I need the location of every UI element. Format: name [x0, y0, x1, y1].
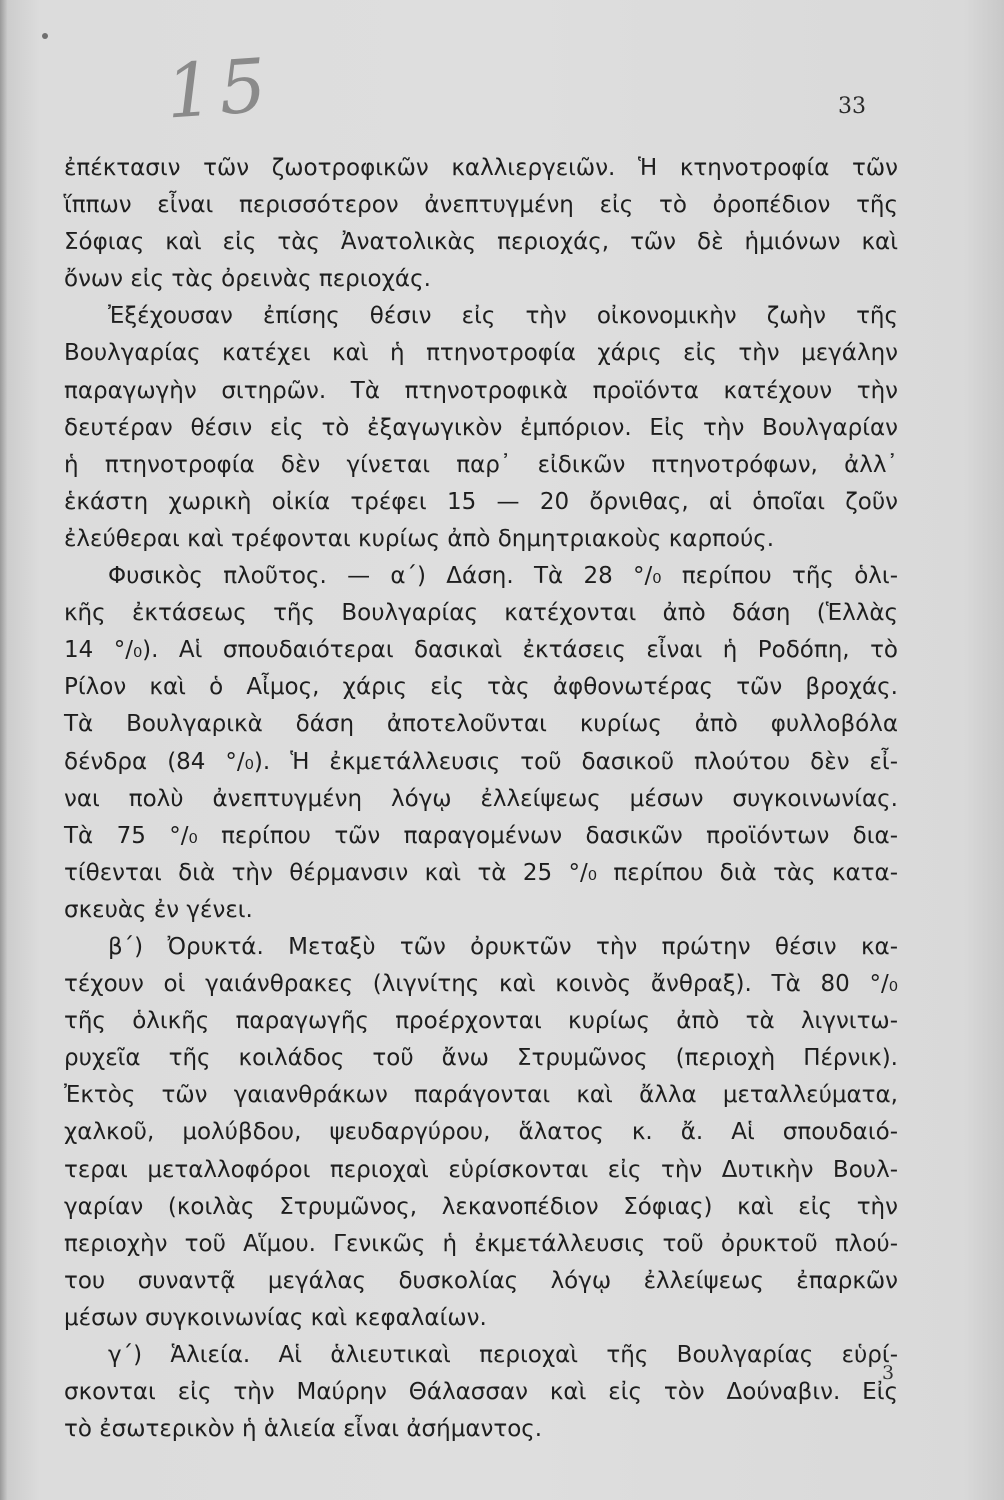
text-line: χαλκοῦ, μολύβδου, ψευδαργύρου, ἅλατος κ. ἄ. Αἱ σπουδαιό-	[64, 1119, 898, 1146]
text-line: σκονται εἰς τὴν Μαύρην Θάλασσαν καὶ εἰς τὸν Δούναβιν. Εἰς	[64, 1379, 898, 1406]
section-heading-fishing: γ΄) Ἁλιεία. Αἱ ἁλιευτικαὶ περιοχαὶ τῆς Βουλγαρίας εὑρί-	[108, 1342, 898, 1368]
text-line: Βουλγαρίας κατέχει καὶ ἡ πτηνοτροφία χάρις εἰς τὴν μεγάλην	[64, 340, 898, 367]
text-line: Ἐκτὸς τῶν γαιανθράκων παράγονται καὶ ἄλλα μεταλλεύματα,	[64, 1082, 898, 1109]
text-line: Ρίλον καὶ ὁ Αἶμος, χάρις εἰς τὰς ἀφθονωτέρας τῶν βροχάς.	[64, 674, 898, 701]
text-line: δευτέραν θέσιν εἰς τὸ ἐξαγωγικὸν ἐμπόριον. Εἰς τὴν Βουλγαρίαν	[64, 414, 898, 441]
text-line: παραγωγὴν σιτηρῶν. Τὰ πτηνοτροφικὰ προϊόντα κατέχουν τὴν	[64, 377, 898, 404]
handwritten-page-number: 15	[163, 42, 276, 136]
text-line: σκευὰς ἐν γένει.	[64, 896, 253, 923]
text-line: Τὰ Βουλγαρικὰ δάση ἀποτελοῦνται κυρίως ἀπὸ φυλλοβόλα	[64, 711, 898, 738]
text-line: ἐπέκτασιν τῶν ζωοτροφικῶν καλλιεργειῶν. Ἡ κτηνοτροφία τῶν	[64, 155, 898, 181]
text-line: ἵππων εἶναι περισσότερον ἀνεπτυγμένη εἰς τὸ ὀροπέδιον τῆς	[64, 192, 898, 219]
text-line: γαρίαν (κοιλὰς Στρυμῶνος, λεκανοπέδιον Σόφιας) καὶ εἰς τὴν	[64, 1193, 898, 1220]
text-line: δένδρα (84 °/₀). Ἡ ἐκμετάλλευσις τοῦ δασικοῦ πλούτου δὲν εἶ-	[64, 748, 898, 775]
text-line: ρυχεῖα τῆς κοιλάδος τοῦ ἄνω Στρυμῶνος (περιοχὴ Πέρνικ).	[64, 1045, 898, 1072]
text-line: ἐλεύθεραι καὶ τρέφονται κυρίως ἀπὸ δημητριακοὺς καρπούς.	[64, 525, 775, 552]
text-line: τέχουν οἱ γαιάνθρακες (λιγνίτης καὶ κοινὸς ἄνθραξ). Τὰ 80 °/₀	[64, 971, 898, 998]
binding-edge	[0, 0, 8, 1500]
text-line: περιοχὴν τοῦ Αἵμου. Γενικῶς ἡ ἐκμετάλλευσις τοῦ ὀρυκτοῦ πλού-	[64, 1230, 898, 1257]
text-line: ἑκάστη χωρικὴ οἰκία τρέφει 15 — 20 ὄρνιθας, αἱ ὁποῖαι ζοῦν	[64, 488, 898, 515]
body-text	[64, 150, 898, 1448]
text-line: τῆς ὁλικῆς παραγωγῆς προέρχονται κυρίως ἀπὸ τὰ λιγνιτω-	[64, 1008, 898, 1035]
text-line: 14 °/₀). Αἱ σπουδαιότεραι δασικαὶ ἐκτάσεις εἶναι ἡ Ροδόπη, τὸ	[64, 637, 898, 664]
text-line: του συναντᾷ μεγάλας δυσκολίας λόγῳ ἐλλείψεως ἐπαρκῶν	[64, 1267, 898, 1294]
signature-mark: 3	[882, 1362, 895, 1384]
text-line: ναι πολὺ ἀνεπτυγμένη λόγῳ ἐλλείψεως μέσων συγκοινωνίας.	[64, 785, 898, 812]
text-line: μέσων συγκοινωνίας καὶ κεφαλαίων.	[64, 1304, 487, 1331]
text-line: τίθενται διὰ τὴν θέρμανσιν καὶ τὰ 25 °/₀ περίπου διὰ τὰς κατα-	[64, 859, 898, 886]
text-line: ἡ πτηνοτροφία δὲν γίνεται παρ᾽ εἰδικῶν πτηνοτρόφων, ἀλλ᾽	[64, 451, 898, 478]
text-line: Σόφιας καὶ εἰς τὰς Ἀνατολικὰς περιοχάς, τῶν δὲ ἡμιόνων καὶ	[64, 229, 898, 256]
punch-hole	[42, 33, 48, 39]
page-number: 33	[838, 94, 866, 119]
text-line: Ἐξέχουσαν ἐπίσης θέσιν εἰς τὴν οἰκονομικὴν ζωὴν τῆς	[108, 303, 898, 330]
text-line: τὸ ἐσωτερικὸν ἡ ἁλιεία εἶναι ἀσήμαντος.	[64, 1416, 543, 1443]
text-line: ὄνων εἰς τὰς ὀρεινὰς περιοχάς.	[64, 266, 431, 293]
section-heading-minerals: β΄) Ὀρυκτά. Μεταξὺ τῶν ὀρυκτῶν τὴν πρώτην θέσιν κα-	[108, 933, 898, 960]
text-line: κῆς ἐκτάσεως τῆς Βουλγαρίας κατέχονται ἀπὸ δάση (Ἑλλὰς	[64, 600, 898, 627]
section-heading-forests: Φυσικὸς πλοῦτος. — α΄) Δάση. Τὰ 28 °/₀ περίπου τῆς ὁλι-	[108, 563, 898, 590]
text-line: Τὰ 75 °/₀ περίπου τῶν παραγομένων δασικῶν προϊόντων δια-	[64, 822, 898, 849]
text-line: τεραι μεταλλοφόροι περιοχαὶ εὑρίσκονται εἰς τὴν Δυτικὴν Βουλ-	[64, 1156, 898, 1183]
